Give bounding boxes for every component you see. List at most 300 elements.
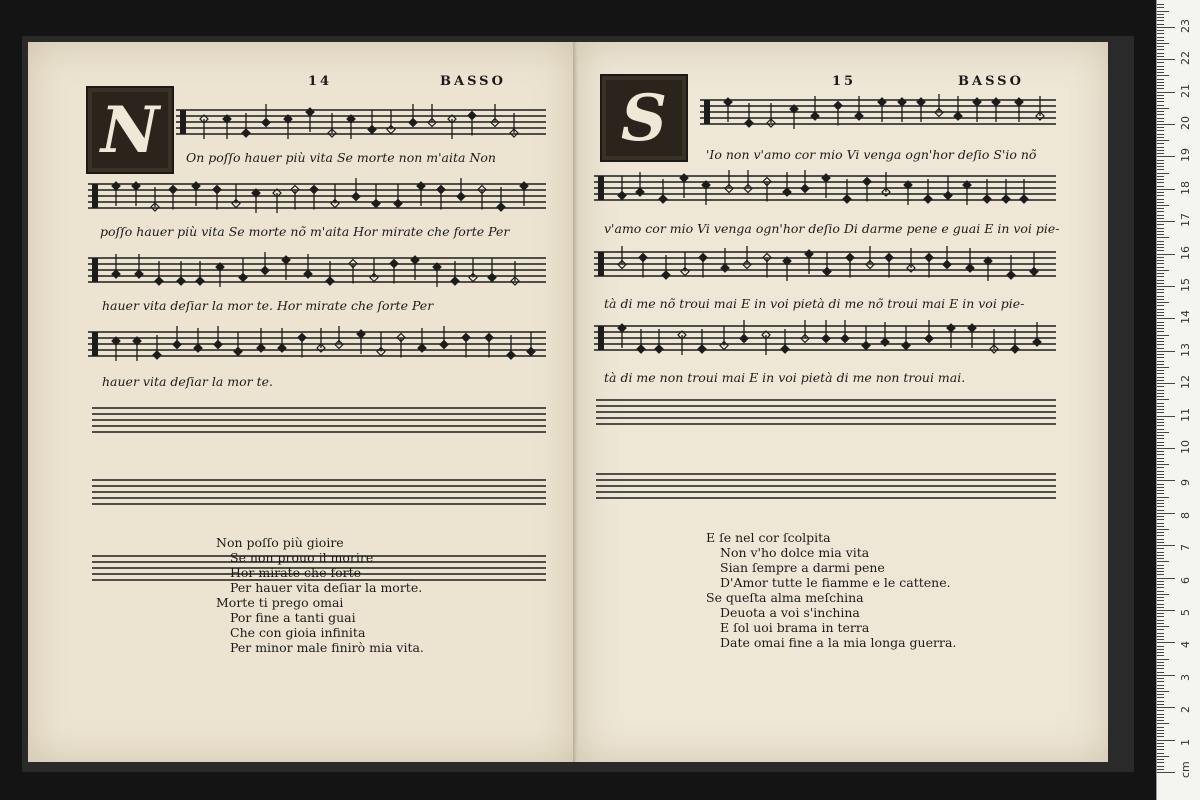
ruler-minor-tick: [1157, 273, 1164, 274]
ruler-tick: [1157, 448, 1175, 449]
ruler-minor-tick: [1157, 604, 1164, 605]
ruler-minor-tick: [1157, 516, 1164, 517]
ruler-minor-tick: [1157, 49, 1164, 50]
ruler-minor-tick: [1157, 208, 1164, 209]
left-folio: 14: [308, 74, 333, 89]
ruler-number: 13: [1179, 342, 1192, 357]
ruler-minor-tick: [1157, 565, 1164, 566]
ruler-tick: [1157, 416, 1175, 417]
ruler-number: 23: [1179, 18, 1192, 33]
ruler-minor-tick: [1157, 753, 1164, 754]
ruler-minor-tick: [1157, 390, 1164, 391]
ruler-minor-tick: [1157, 231, 1164, 232]
ruler-minor-tick: [1157, 442, 1164, 443]
ruler-minor-tick: [1157, 331, 1164, 332]
clef: [598, 252, 604, 276]
ruler-minor-tick: [1157, 130, 1164, 131]
ruler-minor-tick: [1157, 412, 1164, 413]
ruler-minor-tick: [1157, 335, 1169, 336]
poem-line: Non poſſo più gioire: [216, 535, 344, 550]
ruler-minor-tick: [1157, 312, 1164, 313]
ruler-minor-tick: [1157, 454, 1164, 455]
ruler-minor-tick: [1157, 555, 1164, 556]
ruler-minor-tick: [1157, 95, 1164, 96]
ruler-minor-tick: [1157, 662, 1164, 663]
ruler-minor-tick: [1157, 276, 1164, 277]
ruler-number: 6: [1179, 576, 1192, 584]
ruler-minor-tick: [1157, 571, 1164, 572]
ruler-minor-tick: [1157, 299, 1164, 300]
ruler-minor-tick: [1157, 11, 1169, 12]
ruler-number: 15: [1179, 278, 1192, 292]
ruler-minor-tick: [1157, 260, 1164, 261]
ruler-minor-tick: [1157, 704, 1164, 705]
ruler-minor-tick: [1157, 296, 1164, 297]
ruler-minor-tick: [1157, 166, 1164, 167]
ruler-minor-tick: [1157, 72, 1164, 73]
ruler-minor-tick: [1157, 241, 1164, 242]
ruler-tick: [1157, 383, 1175, 384]
ruler-minor-tick: [1157, 701, 1164, 702]
ruler-minor-tick: [1157, 600, 1164, 601]
ruler-minor-tick: [1157, 523, 1164, 524]
ruler-minor-tick: [1157, 500, 1164, 501]
ruler-minor-tick: [1157, 215, 1164, 216]
ruler-minor-tick: [1157, 730, 1164, 731]
clef: [598, 176, 604, 200]
ruler-minor-tick: [1157, 474, 1164, 475]
clef: [92, 258, 98, 282]
ruler-minor-tick: [1157, 43, 1169, 44]
ruler-minor-tick: [1157, 69, 1164, 70]
ruler-minor-tick: [1157, 749, 1164, 750]
ruler-minor-tick: [1157, 409, 1164, 410]
ruler-minor-tick: [1157, 497, 1169, 498]
ruler-tick: [1157, 351, 1175, 352]
ruler-tick: [1157, 318, 1175, 319]
ruler-minor-tick: [1157, 267, 1164, 268]
ruler-minor-tick: [1157, 53, 1164, 54]
ruler-minor-tick: [1157, 322, 1164, 323]
ruler-minor-tick: [1157, 127, 1164, 128]
right-decorated-initial: S: [600, 74, 688, 162]
ruler-minor-tick: [1157, 315, 1164, 316]
ruler-minor-tick: [1157, 591, 1164, 592]
poem-line: D'Amor tutte le fiamme e le cattene.: [720, 575, 951, 590]
ruler-minor-tick: [1157, 639, 1164, 640]
ruler-minor-tick: [1157, 289, 1164, 290]
poem-line: Per minor male finirò mia vita.: [230, 640, 424, 655]
ruler-number: 17: [1179, 213, 1192, 228]
ruler-minor-tick: [1157, 678, 1164, 679]
ruler-minor-tick: [1157, 646, 1164, 647]
ruler-minor-tick: [1157, 82, 1164, 83]
ruler-minor-tick: [1157, 348, 1164, 349]
ruler-tick: [1157, 545, 1175, 546]
poem-line: Per hauer vita deſiar la morte.: [230, 580, 423, 595]
ruler-minor-tick: [1157, 668, 1164, 669]
ruler-minor-tick: [1157, 309, 1164, 310]
ruler-minor-tick: [1157, 344, 1164, 345]
ruler-minor-tick: [1157, 720, 1164, 721]
left-staff-4: [88, 326, 546, 370]
ruler-minor-tick: [1157, 33, 1164, 34]
ruler-minor-tick: [1157, 373, 1164, 374]
ruler-minor-tick: [1157, 4, 1164, 5]
ruler-minor-tick: [1157, 121, 1164, 122]
left-staff-2: [88, 178, 546, 222]
ruler-minor-tick: [1157, 438, 1164, 439]
left-poem: [216, 535, 424, 655]
ruler-minor-tick: [1157, 429, 1164, 430]
right-voice-title: BASSO: [958, 74, 1024, 89]
ruler-minor-tick: [1157, 493, 1164, 494]
ruler-minor-tick: [1157, 623, 1164, 624]
ruler-minor-tick: [1157, 759, 1164, 760]
ruler-minor-tick: [1157, 688, 1164, 689]
ruler-minor-tick: [1157, 691, 1169, 692]
poem-line: Hor mirate che forte: [230, 565, 362, 580]
ruler-minor-tick: [1157, 568, 1164, 569]
ruler-minor-tick: [1157, 20, 1164, 21]
ruler-minor-tick: [1157, 506, 1164, 507]
ruler-minor-tick: [1157, 652, 1164, 653]
ruler-minor-tick: [1157, 160, 1164, 161]
ruler-minor-tick: [1157, 147, 1164, 148]
ruler-minor-tick: [1157, 558, 1164, 559]
poem-line: Sian ſempre a darmi pene: [720, 560, 885, 575]
ruler-minor-tick: [1157, 111, 1164, 112]
ruler-minor-tick: [1157, 419, 1164, 420]
ruler-minor-tick: [1157, 756, 1169, 757]
ruler-number: 10: [1179, 440, 1192, 454]
left-staff-3: [88, 252, 546, 296]
ruler-minor-tick: [1157, 477, 1164, 478]
ruler-minor-tick: [1157, 173, 1169, 174]
ruler-number: 22: [1179, 51, 1192, 66]
ruler-minor-tick: [1157, 30, 1164, 31]
ruler-minor-tick: [1157, 134, 1164, 135]
ruler-minor-tick: [1157, 406, 1164, 407]
right-staff-2: [594, 170, 1056, 214]
right-lyric-line-4: tà di me non troui mai E in voi pietà di me non troui mai.: [604, 370, 966, 385]
ruler-minor-tick: [1157, 587, 1164, 588]
ruler-minor-tick: [1157, 594, 1169, 595]
ruler-number: 12: [1179, 375, 1192, 390]
ruler-number: cm: [1179, 761, 1192, 778]
ruler-minor-tick: [1157, 250, 1164, 251]
ruler-minor-tick: [1157, 535, 1164, 536]
ruler-minor-tick: [1157, 37, 1164, 38]
ruler-minor-tick: [1157, 458, 1164, 459]
ruler-minor-tick: [1157, 649, 1164, 650]
ruler-minor-tick: [1157, 510, 1164, 511]
ruler-number: 2: [1179, 706, 1192, 714]
left-decorated-initial: N: [86, 86, 174, 174]
ruler-number: 19: [1179, 148, 1192, 163]
ruler-minor-tick: [1157, 723, 1169, 724]
left-lyric-line-4: hauer vita deſiar la mor te.: [102, 374, 273, 389]
ruler-minor-tick: [1157, 717, 1164, 718]
poem-line: Date omai fine a la mia longa guerra.: [720, 635, 957, 650]
ruler-minor-tick: [1157, 685, 1164, 686]
ruler-minor-tick: [1157, 202, 1164, 203]
clef: [180, 110, 186, 134]
ruler-minor-tick: [1157, 114, 1164, 115]
poem-line: Por fine a tanti guai: [230, 610, 356, 625]
ruler-minor-tick: [1157, 694, 1164, 695]
ruler-minor-tick: [1157, 354, 1164, 355]
measurement-ruler: [1156, 0, 1200, 800]
ruler-number: 21: [1179, 83, 1192, 98]
ruler-minor-tick: [1157, 179, 1164, 180]
clef: [92, 184, 98, 208]
ruler-minor-tick: [1157, 40, 1164, 41]
ruler-tick: [1157, 740, 1175, 741]
ruler-minor-tick: [1157, 377, 1164, 378]
poem-line: Se queſta alma meſchina: [706, 590, 864, 605]
clef: [704, 100, 710, 124]
left-empty-staff-1: [92, 402, 546, 446]
ruler-minor-tick: [1157, 425, 1164, 426]
ruler-minor-tick: [1157, 445, 1164, 446]
ruler-minor-tick: [1157, 192, 1164, 193]
ruler-minor-tick: [1157, 305, 1164, 306]
ruler-minor-tick: [1157, 17, 1164, 18]
ruler-minor-tick: [1157, 325, 1164, 326]
ruler-number: 7: [1179, 544, 1192, 552]
ruler-minor-tick: [1157, 613, 1164, 614]
poem-line: E ſol uoi brama in terra: [720, 620, 870, 635]
ruler-minor-tick: [1157, 581, 1164, 582]
ruler-minor-tick: [1157, 88, 1164, 89]
ruler-minor-tick: [1157, 143, 1164, 144]
ruler-tick: [1157, 156, 1175, 157]
ruler-number: 9: [1179, 479, 1192, 487]
ruler-minor-tick: [1157, 697, 1164, 698]
left-staff-1: [176, 104, 546, 148]
ruler-minor-tick: [1157, 85, 1164, 86]
ruler-minor-tick: [1157, 108, 1169, 109]
clef: [92, 332, 98, 356]
left-lyric-line-1: On poſſo hauer più vita Se morte non m'aita Non: [186, 150, 496, 165]
ruler-minor-tick: [1157, 338, 1164, 339]
left-voice-title: BASSO: [440, 74, 506, 89]
ruler-minor-tick: [1157, 101, 1164, 102]
ruler-number: 16: [1179, 245, 1192, 260]
ruler-minor-tick: [1157, 393, 1164, 394]
ruler-minor-tick: [1157, 548, 1164, 549]
ruler-minor-tick: [1157, 98, 1164, 99]
ruler-minor-tick: [1157, 766, 1164, 767]
ruler-minor-tick: [1157, 224, 1164, 225]
right-empty-staff-2: [596, 468, 1056, 512]
ruler-minor-tick: [1157, 714, 1164, 715]
ruler-minor-tick: [1157, 399, 1169, 400]
ruler-tick: [1157, 480, 1175, 481]
ruler-minor-tick: [1157, 66, 1164, 67]
ruler-minor-tick: [1157, 727, 1164, 728]
ruler-tick: [1157, 27, 1175, 28]
ruler-minor-tick: [1157, 380, 1164, 381]
ruler-minor-tick: [1157, 357, 1164, 358]
ruler-tick: [1157, 124, 1175, 125]
ruler-minor-tick: [1157, 461, 1164, 462]
ruler-minor-tick: [1157, 283, 1164, 284]
right-poem: [706, 530, 956, 650]
ruler-tick: [1157, 610, 1175, 611]
ruler-minor-tick: [1157, 659, 1169, 660]
ruler-minor-tick: [1157, 186, 1164, 187]
ruler-minor-tick: [1157, 636, 1164, 637]
ruler-minor-tick: [1157, 211, 1164, 212]
ruler-minor-tick: [1157, 328, 1164, 329]
ruler-minor-tick: [1157, 435, 1164, 436]
ruler-minor-tick: [1157, 150, 1164, 151]
ruler-minor-tick: [1157, 270, 1169, 271]
left-lyric-line-3: hauer vita deſiar la mor te. Hor mirate che ſorte Per: [102, 298, 434, 313]
ruler-minor-tick: [1157, 386, 1164, 387]
ruler-minor-tick: [1157, 633, 1164, 634]
right-lyric-line-3: tà di me nõ troui mai E in voi pietà di me nõ troui mai E in voi pie-: [604, 296, 1025, 311]
ruler-minor-tick: [1157, 14, 1164, 15]
ruler-number: 14: [1179, 310, 1192, 325]
right-staff-4: [594, 320, 1056, 364]
ruler-tick: [1157, 92, 1175, 93]
ruler-tick: [1157, 675, 1175, 676]
ruler-number: 8: [1179, 511, 1192, 519]
ruler-minor-tick: [1157, 736, 1164, 737]
ruler-minor-tick: [1157, 597, 1164, 598]
ruler-minor-tick: [1157, 539, 1164, 540]
ruler-minor-tick: [1157, 672, 1164, 673]
ruler-number: 5: [1179, 609, 1192, 616]
ruler-minor-tick: [1157, 526, 1164, 527]
ruler-minor-tick: [1157, 302, 1169, 303]
ruler-number: 3: [1179, 673, 1192, 681]
ruler-minor-tick: [1157, 234, 1164, 235]
poem-line: Che con gioia infinita: [230, 625, 366, 640]
poem-line: Non v'ho dolce mia vita: [720, 545, 870, 560]
ruler-minor-tick: [1157, 552, 1164, 553]
ruler-number: 4: [1179, 641, 1192, 649]
right-empty-staff-1: [596, 394, 1056, 438]
ruler-tick: [1157, 59, 1175, 60]
ruler-minor-tick: [1157, 370, 1164, 371]
ruler-minor-tick: [1157, 743, 1164, 744]
ruler-tick: [1157, 221, 1175, 222]
ruler-number: 1: [1179, 738, 1192, 746]
ruler-tick: [1157, 254, 1175, 255]
ruler-minor-tick: [1157, 574, 1164, 575]
ruler-minor-tick: [1157, 490, 1164, 491]
ruler-minor-tick: [1157, 484, 1164, 485]
ruler-minor-tick: [1157, 46, 1164, 47]
ruler-minor-tick: [1157, 769, 1164, 770]
ruler-minor-tick: [1157, 182, 1164, 183]
ruler-minor-tick: [1157, 244, 1164, 245]
ruler-tick: [1157, 189, 1175, 190]
ruler-minor-tick: [1157, 105, 1164, 106]
ruler-minor-tick: [1157, 169, 1164, 170]
ruler-minor-tick: [1157, 607, 1164, 608]
ruler-minor-tick: [1157, 7, 1164, 8]
ruler-number: 18: [1179, 180, 1192, 195]
ruler-minor-tick: [1157, 257, 1164, 258]
ruler-minor-tick: [1157, 341, 1164, 342]
ruler-minor-tick: [1157, 56, 1164, 57]
right-staff-1: [700, 94, 1056, 138]
poem-line: Se non prouo il morire: [230, 550, 374, 565]
ruler-minor-tick: [1157, 228, 1164, 229]
ruler-minor-tick: [1157, 24, 1164, 25]
left-lyric-line-2: poſſo hauer più vita Se morte nõ m'aita Hor mirate che forte Per: [100, 224, 510, 239]
ruler-minor-tick: [1157, 422, 1164, 423]
ruler-minor-tick: [1157, 199, 1164, 200]
poem-line: E ſe nel cor ſcolpita: [706, 530, 831, 545]
ruler-minor-tick: [1157, 467, 1164, 468]
ruler-minor-tick: [1157, 710, 1164, 711]
ruler-minor-tick: [1157, 584, 1164, 585]
ruler-minor-tick: [1157, 681, 1164, 682]
ruler-tick: [1157, 578, 1175, 579]
ruler-minor-tick: [1157, 616, 1164, 617]
ruler-minor-tick: [1157, 403, 1164, 404]
ruler-minor-tick: [1157, 503, 1164, 504]
ruler-minor-tick: [1157, 263, 1164, 264]
poem-line: Morte ti prego omai: [216, 595, 344, 610]
right-lyric-line-1: 'Io non v'amo cor mio Vi venga ogn'hor deſio S'io nõ: [706, 147, 1037, 162]
ruler-minor-tick: [1157, 519, 1164, 520]
ruler-tick: [1157, 707, 1175, 708]
ruler-tick: [1157, 286, 1175, 287]
ruler-minor-tick: [1157, 176, 1164, 177]
ruler-minor-tick: [1157, 163, 1164, 164]
ruler-minor-tick: [1157, 471, 1164, 472]
ruler-minor-tick: [1157, 75, 1169, 76]
ruler-minor-tick: [1157, 364, 1164, 365]
ruler-minor-tick: [1157, 620, 1164, 621]
ruler-minor-tick: [1157, 733, 1164, 734]
ruler-tick: [1157, 772, 1175, 773]
ruler-minor-tick: [1157, 561, 1169, 562]
ruler-minor-tick: [1157, 762, 1164, 763]
ruler-tick: [1157, 642, 1175, 643]
ruler-minor-tick: [1157, 140, 1169, 141]
ruler-minor-tick: [1157, 529, 1169, 530]
ruler-minor-tick: [1157, 361, 1164, 362]
ruler-minor-tick: [1157, 218, 1164, 219]
ruler-minor-tick: [1157, 451, 1164, 452]
ruler-number: 20: [1179, 116, 1192, 130]
poem-line: Deuota a voi s'inchina: [720, 605, 860, 620]
right-staff-3: [594, 246, 1056, 290]
ruler-minor-tick: [1157, 396, 1164, 397]
ruler-minor-tick: [1157, 195, 1164, 196]
ruler-minor-tick: [1157, 280, 1164, 281]
right-folio: 15: [832, 74, 857, 89]
ruler-minor-tick: [1157, 79, 1164, 80]
ruler-minor-tick: [1157, 655, 1164, 656]
ruler-minor-tick: [1157, 542, 1164, 543]
ruler-minor-tick: [1157, 626, 1169, 627]
ruler-number: 11: [1179, 407, 1192, 422]
ruler-minor-tick: [1157, 367, 1169, 368]
ruler-minor-tick: [1157, 487, 1164, 488]
ruler-minor-tick: [1157, 247, 1164, 248]
ruler-minor-tick: [1157, 62, 1164, 63]
ruler-minor-tick: [1157, 118, 1164, 119]
